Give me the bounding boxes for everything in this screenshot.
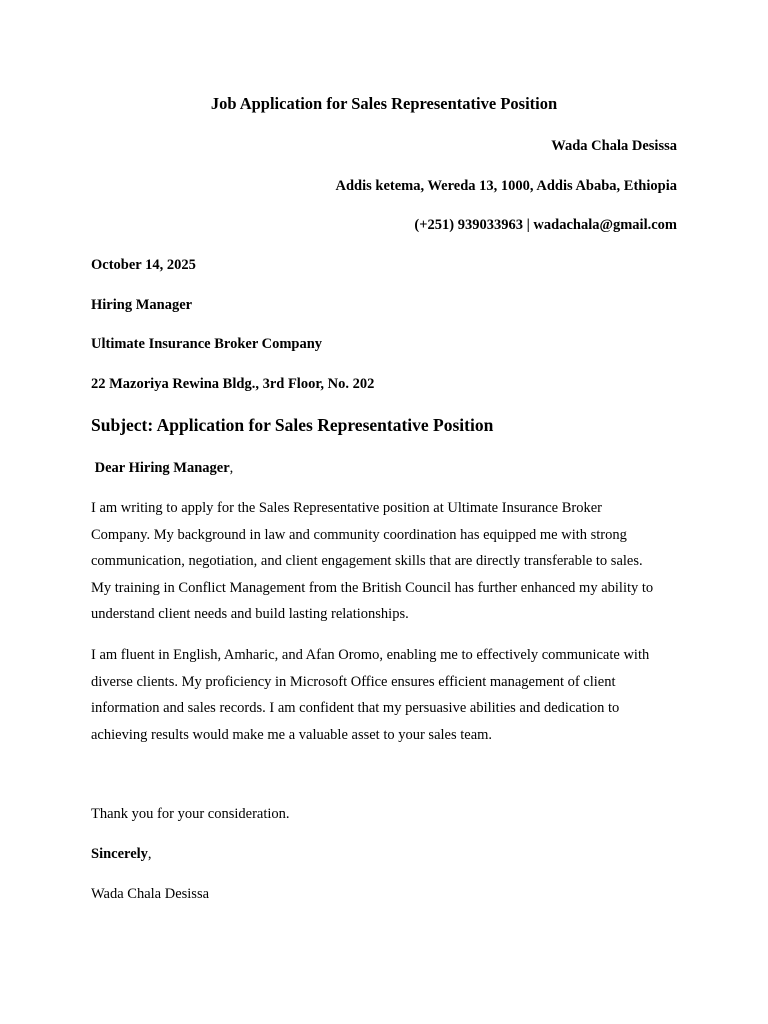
recipient-address: 22 Mazoriya Rewina Bldg., 3rd Floor, No. 202 [91,376,375,392]
paragraph-line: diverse clients. My proficiency in Microsoft Office ensures efficient management of client [91,673,616,690]
salutation-punct: , [229,460,234,476]
paragraph-line: Company. My background in law and community coordination has equipped me with strong [91,526,627,543]
paragraph-line: I am writing to apply for the Sales Representative position at Ultimate Insurance Broker [91,500,602,516]
recipient-company: Ultimate Insurance Broker Company [91,336,323,352]
paragraph-line: understand client needs and build lasting relationships. [91,606,409,622]
paragraph-line: I am fluent in English, Amharic, and Afan Oromo, enabling me to effectively communicate with [91,647,650,663]
salutation [91,459,233,477]
paragraph-line: My training in Conflict Management from the British Council has further enhanced my ability to [91,579,654,596]
recipient-title: Hiring Manager [91,297,193,313]
letter-date: October 14, 2025 [91,257,196,273]
sender-address: Addis ketema, Wereda 13, 1000, Addis Ababa, Ethiopia [335,178,677,194]
closing-word: Sincerely [91,846,148,862]
thanks-line: Thank you for your consideration. [91,806,290,822]
closing-punct: , [147,846,152,862]
signature-name: Wada Chala Desissa [91,886,210,902]
paragraph-line: information and sales records. I am confident that my persuasive abilities and dedication to [91,700,620,716]
paragraph-line: achieving results would make me a valuable asset to your sales team. [91,726,493,743]
body-paragraph-2 [91,642,691,748]
sender-name: Wada Chala Desissa [551,138,677,154]
paragraph-line: communication, negotiation, and client engagement skills that are directly transferable to sales. [91,553,643,569]
salutation-name: Dear Hiring Manager [91,460,230,476]
closing-line [91,845,152,863]
body-paragraph-1 [91,495,691,628]
document-title: Job Application for Sales Representative Position [210,94,558,113]
sender-contact: (+251) 939033963 | wadachala@gmail.com [414,217,677,233]
letter-subject: Subject: Application for Sales Representative Position [91,415,494,435]
